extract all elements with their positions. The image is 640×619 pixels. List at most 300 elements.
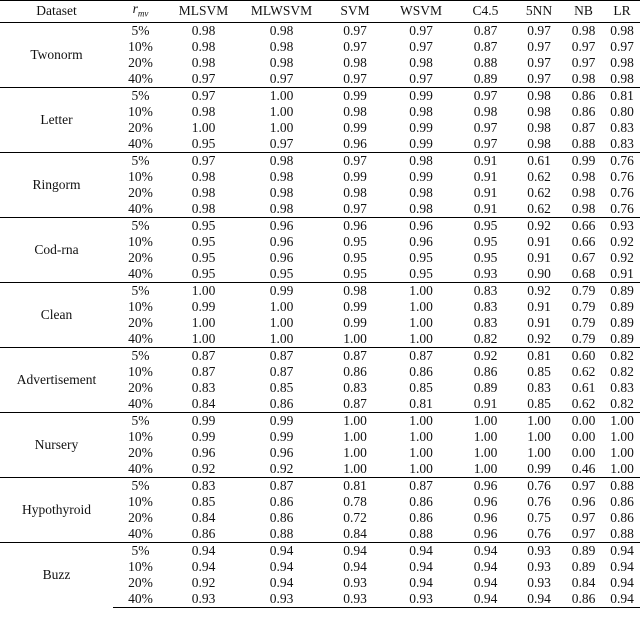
table-row: [0, 542, 640, 559]
score-cell: 0.76: [527, 525, 551, 541]
missing-rate: 20%: [128, 574, 153, 590]
score-cell: 0.83: [456, 282, 515, 299]
missing-rate: 20%: [128, 184, 153, 200]
score-cell: 0.97: [269, 135, 294, 151]
missing-rate: 10%: [128, 298, 153, 314]
score-cell: 0.84: [191, 509, 216, 525]
score-cell: 0.97: [527, 38, 551, 54]
score-cell: 0.94: [610, 558, 634, 574]
score-cell: 0.94: [473, 574, 498, 590]
score-cell: 0.83: [191, 379, 216, 395]
score-cell: 0.79: [571, 314, 596, 330]
missing-rate: 5%: [113, 412, 168, 429]
score-cell: 0.95: [409, 265, 433, 281]
table-body: [0, 22, 640, 607]
score-cell: 1.00: [409, 330, 433, 346]
score-cell: 0.95: [343, 233, 367, 249]
score-cell: 0.97: [571, 509, 596, 525]
score-cell: 1.00: [343, 428, 367, 444]
score-cell: 0.93: [527, 558, 551, 574]
score-cell: 0.97: [343, 22, 367, 38]
score-cell: 0.94: [191, 558, 216, 574]
score-cell: 0.91: [473, 395, 498, 411]
score-cell: 0.96: [473, 525, 498, 541]
score-cell: 0.98: [191, 54, 216, 70]
score-cell: 0.97: [527, 70, 551, 86]
score-cell: 0.87: [239, 477, 324, 494]
score-cell: 0.98: [191, 168, 216, 184]
score-cell: 0.96: [473, 493, 498, 509]
score-cell: 0.97: [269, 70, 294, 86]
missing-rate: 40%: [128, 525, 153, 541]
score-cell: 0.91: [527, 314, 551, 330]
score-cell: 0.95: [269, 265, 294, 281]
score-cell: 0.96: [239, 217, 324, 234]
score-cell: 0.88: [409, 525, 433, 541]
score-cell: 0.91: [610, 265, 634, 281]
score-cell: 0.83: [343, 379, 367, 395]
missing-rate: 5%: [113, 542, 168, 559]
score-cell: 0.92: [191, 574, 216, 590]
dataset-name: Twonorm: [30, 46, 83, 62]
score-cell: 0.83: [527, 379, 551, 395]
score-cell: 0.91: [473, 200, 498, 216]
score-cell: 0.86: [563, 87, 604, 104]
score-cell: 0.83: [610, 119, 634, 135]
score-cell: 0.99: [269, 428, 294, 444]
score-cell: 0.98: [343, 54, 367, 70]
dataset-name: Letter: [0, 87, 113, 152]
score-cell: 0.98: [610, 70, 634, 86]
dataset-name: Hypothyroid: [0, 477, 113, 542]
header-nb: NB: [563, 1, 604, 23]
missing-rate: 20%: [128, 119, 153, 135]
score-cell: 0.96: [191, 444, 216, 460]
score-cell: 0.89: [604, 282, 640, 299]
header-row: [0, 1, 640, 23]
score-cell: 0.93: [168, 591, 239, 608]
score-cell: 1.00: [409, 460, 433, 476]
header-5nn: 5NN: [515, 1, 563, 23]
score-cell: 0.98: [571, 200, 596, 216]
score-cell: 0.99: [343, 168, 367, 184]
score-cell: 0.82: [473, 330, 498, 346]
header-mlwsvm: MLWSVM: [239, 1, 324, 23]
score-cell: 0.99: [343, 119, 367, 135]
missing-rate: 10%: [128, 428, 153, 444]
score-cell: 0.81: [409, 395, 433, 411]
score-cell: 0.80: [610, 103, 634, 119]
score-cell: 0.98: [473, 103, 498, 119]
score-cell: 0.87: [386, 477, 456, 494]
score-cell: 0.97: [473, 135, 498, 151]
score-cell: 0.86: [571, 103, 596, 119]
score-cell: 0.86: [343, 363, 367, 379]
missing-rate: 20%: [128, 509, 153, 525]
score-cell: 0.46: [571, 460, 596, 476]
score-cell: 0.92: [610, 233, 634, 249]
score-cell: 0.97: [527, 54, 551, 70]
header-wsvm: WSVM: [386, 1, 456, 23]
score-cell: 0.97: [409, 70, 433, 86]
score-cell: 0.86: [610, 493, 634, 509]
score-cell: 0.93: [343, 574, 367, 590]
score-cell: 0.95: [191, 249, 216, 265]
score-cell: 0.62: [571, 395, 596, 411]
missing-rate: 10%: [128, 233, 153, 249]
score-cell: 0.66: [563, 217, 604, 234]
score-cell: 0.83: [473, 298, 498, 314]
score-cell: 0.97: [571, 54, 596, 70]
score-cell: 0.76: [527, 493, 551, 509]
score-cell: 0.99: [386, 87, 456, 104]
score-cell: 0.96: [386, 217, 456, 234]
header-c45: C4.5: [456, 1, 515, 23]
score-cell: 0.84: [191, 395, 216, 411]
header-dataset: Dataset: [0, 1, 113, 23]
score-cell: 0.93: [324, 591, 386, 608]
score-cell: 0.84: [343, 525, 367, 541]
score-cell: 1.00: [456, 412, 515, 429]
score-cell: 0.97: [409, 22, 433, 38]
score-cell: 0.98: [527, 119, 551, 135]
score-cell: 0.86: [610, 509, 634, 525]
score-cell: 0.92: [515, 217, 563, 234]
score-cell: 0.76: [610, 200, 634, 216]
score-cell: 0.97: [168, 87, 239, 104]
score-cell: 0.79: [563, 282, 604, 299]
score-cell: 1.00: [610, 460, 634, 476]
score-cell: 1.00: [168, 282, 239, 299]
score-cell: 1.00: [473, 460, 498, 476]
score-cell: 0.97: [563, 477, 604, 494]
score-cell: 1.00: [269, 314, 294, 330]
table-row: [0, 347, 640, 364]
score-cell: 0.99: [527, 460, 551, 476]
missing-rate: 10%: [128, 558, 153, 574]
score-cell: 1.00: [269, 119, 294, 135]
score-cell: 0.95: [191, 135, 216, 151]
table-header: [0, 1, 640, 23]
score-cell: 1.00: [324, 412, 386, 429]
missing-rate: 10%: [128, 363, 153, 379]
score-cell: 0.97: [610, 38, 634, 54]
score-cell: 0.99: [239, 282, 324, 299]
score-cell: 0.98: [269, 184, 294, 200]
missing-rate: 20%: [128, 379, 153, 395]
score-cell: 1.00: [269, 103, 294, 119]
score-cell: 0.98: [191, 200, 216, 216]
table-row: [0, 217, 640, 234]
score-cell: 0.95: [473, 249, 498, 265]
score-cell: 0.94: [473, 558, 498, 574]
table-row: [0, 152, 640, 169]
score-cell: 0.97: [191, 70, 216, 86]
score-cell: 1.00: [386, 412, 456, 429]
score-cell: 0.94: [604, 542, 640, 559]
score-cell: 0.98: [571, 70, 596, 86]
score-cell: 0.98: [191, 184, 216, 200]
score-cell: 0.76: [604, 152, 640, 169]
score-cell: 0.75: [527, 509, 551, 525]
missing-rate: 5%: [113, 217, 168, 234]
score-cell: 0.98: [269, 54, 294, 70]
score-cell: 0.96: [269, 249, 294, 265]
score-cell: 0.89: [610, 298, 634, 314]
missing-rate: 40%: [128, 265, 153, 281]
score-cell: 0.95: [191, 265, 216, 281]
score-cell: 0.97: [456, 87, 515, 104]
dataset-name: Nursery: [0, 412, 113, 477]
score-cell: 0.99: [409, 168, 433, 184]
missing-rate: 40%: [128, 330, 153, 346]
score-cell: 0.98: [409, 184, 433, 200]
score-cell: 0.95: [168, 217, 239, 234]
score-cell: 0.94: [324, 542, 386, 559]
score-cell: 0.89: [563, 542, 604, 559]
score-cell: 0.93: [527, 574, 551, 590]
score-cell: 0.91: [473, 168, 498, 184]
score-cell: 0.87: [168, 347, 239, 364]
score-cell: 0.96: [269, 444, 294, 460]
dataset-name: Buzz: [0, 542, 113, 607]
score-cell: 0.87: [386, 347, 456, 364]
table-row: [0, 477, 640, 494]
score-cell: 0.86: [563, 591, 604, 608]
score-cell: 0.93: [473, 265, 498, 281]
score-cell: 1.00: [239, 87, 324, 104]
score-cell: 0.83: [610, 135, 634, 151]
score-cell: 0.62: [527, 184, 551, 200]
score-cell: 0.95: [191, 233, 216, 249]
missing-rate: 5%: [113, 347, 168, 364]
score-cell: 0.79: [571, 298, 596, 314]
header-mlsvm: MLSVM: [168, 1, 239, 23]
score-cell: 0.76: [515, 477, 563, 494]
score-cell: 0.98: [269, 168, 294, 184]
score-cell: 0.98: [571, 22, 596, 38]
score-cell: 0.98: [610, 54, 634, 70]
missing-rate: 20%: [128, 444, 153, 460]
score-cell: 1.00: [610, 444, 634, 460]
score-cell: 0.66: [571, 233, 596, 249]
score-cell: 0.98: [527, 103, 551, 119]
score-cell: 0.98: [324, 282, 386, 299]
score-cell: 1.00: [610, 428, 634, 444]
score-cell: 0.98: [269, 38, 294, 54]
score-cell: 0.96: [409, 233, 433, 249]
score-cell: 0.86: [409, 493, 433, 509]
score-cell: 0.61: [571, 379, 596, 395]
score-cell: 0.82: [604, 347, 640, 364]
score-cell: 0.68: [571, 265, 596, 281]
score-cell: 0.72: [343, 509, 367, 525]
score-cell: 0.62: [527, 168, 551, 184]
score-cell: 0.96: [343, 135, 367, 151]
score-cell: 0.98: [343, 103, 367, 119]
score-cell: 0.99: [324, 87, 386, 104]
score-cell: 0.96: [324, 217, 386, 234]
score-cell: 1.00: [409, 298, 433, 314]
table-row: [0, 282, 640, 299]
score-cell: 0.99: [409, 135, 433, 151]
score-cell: 1.00: [409, 444, 433, 460]
score-cell: 0.95: [343, 265, 367, 281]
missing-rate: 10%: [128, 103, 153, 119]
score-cell: 0.87: [343, 395, 367, 411]
header-lr: LR: [604, 1, 640, 23]
score-cell: 0.98: [343, 184, 367, 200]
score-cell: 0.97: [168, 152, 239, 169]
score-cell: 0.98: [571, 184, 596, 200]
score-cell: 0.81: [515, 347, 563, 364]
score-cell: 0.87: [473, 22, 498, 38]
missing-rate: 40%: [128, 460, 153, 476]
score-cell: 1.00: [409, 428, 433, 444]
score-cell: 0.62: [571, 363, 596, 379]
score-cell: 0.98: [527, 135, 551, 151]
table-row: [0, 22, 640, 39]
score-cell: 0.94: [515, 591, 563, 608]
score-cell: 0.99: [343, 298, 367, 314]
score-cell: 0.87: [269, 363, 294, 379]
score-cell: 0.94: [269, 558, 294, 574]
score-cell: 1.00: [527, 428, 551, 444]
score-cell: 1.00: [269, 330, 294, 346]
score-cell: 0.91: [527, 233, 551, 249]
score-cell: 0.86: [473, 363, 498, 379]
score-cell: 0.87: [191, 363, 216, 379]
missing-rate: 40%: [128, 135, 153, 151]
score-cell: 1.00: [191, 314, 216, 330]
score-cell: 0.61: [515, 152, 563, 169]
score-cell: 0.88: [604, 477, 640, 494]
missing-rate: 5%: [113, 87, 168, 104]
score-cell: 0.99: [409, 119, 433, 135]
score-cell: 0.85: [191, 493, 216, 509]
table-row: [0, 412, 640, 429]
score-cell: 0.85: [409, 379, 433, 395]
score-cell: 0.78: [343, 493, 367, 509]
score-cell: 0.91: [473, 184, 498, 200]
score-cell: 0.99: [191, 298, 216, 314]
score-cell: 0.00: [571, 428, 596, 444]
score-cell: 0.81: [604, 87, 640, 104]
score-cell: 1.00: [515, 412, 563, 429]
missing-rate: 40%: [128, 395, 153, 411]
missing-rate: 40%: [128, 70, 153, 86]
score-cell: 0.86: [409, 509, 433, 525]
score-cell: 1.00: [343, 444, 367, 460]
score-cell: 0.98: [191, 22, 216, 38]
score-cell: 1.00: [269, 298, 294, 314]
score-cell: 0.76: [610, 168, 634, 184]
score-cell: 1.00: [343, 330, 367, 346]
header-svm: SVM: [324, 1, 386, 23]
score-cell: 0.88: [571, 135, 596, 151]
header-rmv: $r_{mv}$: [113, 1, 168, 23]
score-cell: 0.97: [343, 70, 367, 86]
score-cell: 0.97: [571, 525, 596, 541]
missing-rate: 20%: [128, 314, 153, 330]
score-cell: 0.86: [191, 525, 216, 541]
score-cell: 0.93: [386, 591, 456, 608]
missing-rate: 10%: [128, 493, 153, 509]
score-cell: 0.96: [571, 493, 596, 509]
score-cell: 0.98: [409, 54, 433, 70]
score-cell: 0.96: [269, 233, 294, 249]
score-cell: 1.00: [409, 314, 433, 330]
score-cell: 0.88: [269, 525, 294, 541]
score-cell: 0.79: [571, 330, 596, 346]
score-cell: 0.91: [456, 152, 515, 169]
score-cell: 0.97: [473, 119, 498, 135]
score-cell: 0.84: [571, 574, 596, 590]
score-cell: 0.97: [571, 38, 596, 54]
missing-rate: 10%: [128, 168, 153, 184]
score-cell: 1.00: [473, 444, 498, 460]
score-cell: 1.00: [343, 460, 367, 476]
score-cell: 0.99: [168, 412, 239, 429]
score-cell: 0.96: [473, 509, 498, 525]
score-cell: 0.86: [269, 493, 294, 509]
score-cell: 0.87: [473, 38, 498, 54]
score-cell: 0.87: [239, 347, 324, 364]
table-row: [0, 87, 640, 104]
score-cell: 0.94: [269, 574, 294, 590]
missing-rate: 5%: [113, 477, 168, 494]
dataset-name: Advertisement: [0, 347, 113, 412]
score-cell: 0.89: [610, 314, 634, 330]
score-cell: 0.85: [527, 395, 551, 411]
score-cell: 0.82: [610, 363, 634, 379]
score-cell: 0.83: [473, 314, 498, 330]
score-cell: 0.97: [343, 200, 367, 216]
score-cell: 0.93: [239, 591, 324, 608]
score-cell: 0.96: [456, 477, 515, 494]
score-cell: 0.92: [515, 282, 563, 299]
score-cell: 0.94: [456, 591, 515, 608]
score-cell: 0.62: [527, 200, 551, 216]
score-cell: 0.67: [571, 249, 596, 265]
score-cell: 0.98: [610, 22, 634, 38]
dataset-name: Ringorm: [0, 152, 113, 217]
score-cell: 1.00: [473, 428, 498, 444]
score-cell: 0.97: [324, 152, 386, 169]
score-cell: 0.98: [269, 22, 294, 38]
score-cell: 0.92: [527, 330, 551, 346]
dataset-name: Cod-rna: [0, 217, 113, 282]
missing-rate: 40%: [113, 591, 168, 608]
score-cell: 0.00: [571, 444, 596, 460]
score-cell: 0.95: [343, 249, 367, 265]
score-cell: 0.98: [269, 200, 294, 216]
score-cell: 0.85: [269, 379, 294, 395]
score-cell: 0.97: [527, 22, 551, 38]
score-cell: 0.93: [604, 217, 640, 234]
score-cell: 0.99: [239, 412, 324, 429]
score-cell: 0.85: [527, 363, 551, 379]
missing-rate: 20%: [128, 249, 153, 265]
score-cell: 0.97: [343, 38, 367, 54]
score-cell: 0.89: [571, 558, 596, 574]
score-cell: 0.98: [191, 38, 216, 54]
score-cell: 0.90: [527, 265, 551, 281]
missing-rate: 20%: [128, 54, 153, 70]
score-cell: 0.86: [269, 509, 294, 525]
score-cell: 0.97: [409, 38, 433, 54]
score-cell: 0.93: [515, 542, 563, 559]
